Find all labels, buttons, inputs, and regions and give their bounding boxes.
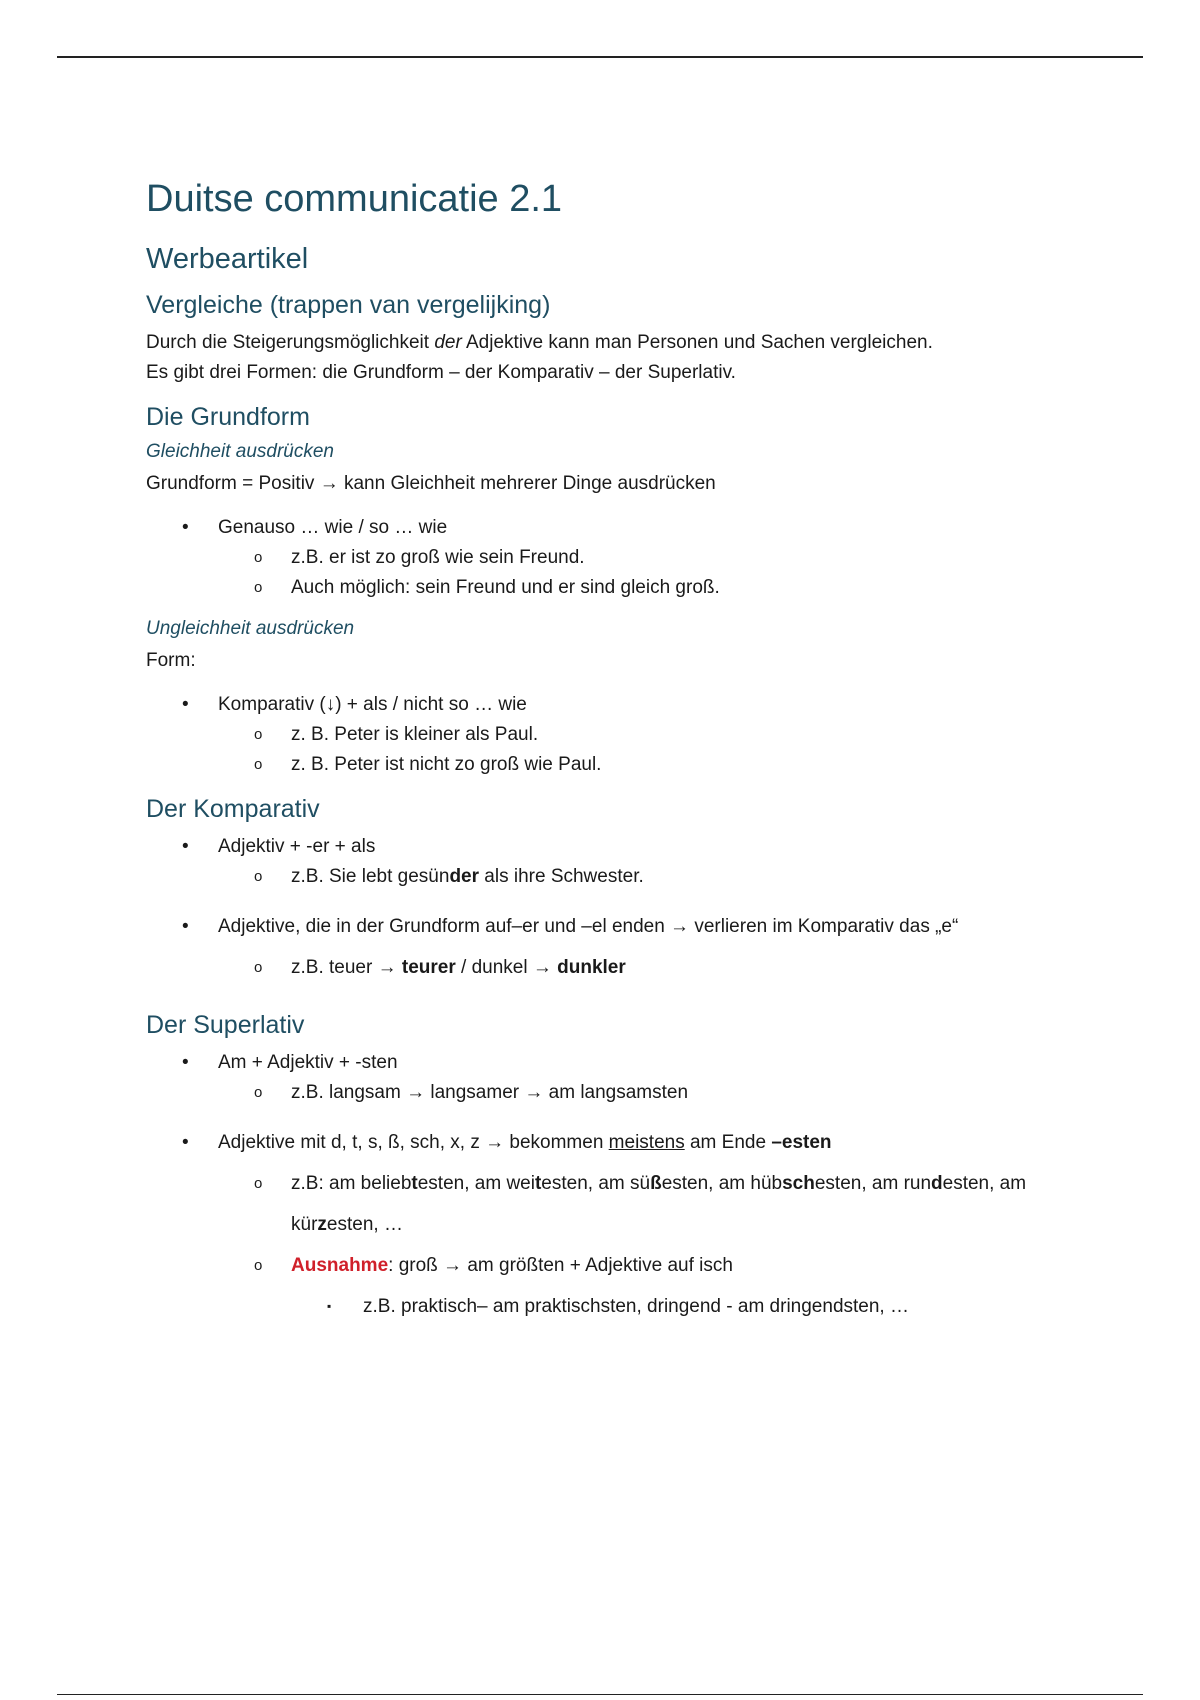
bottom-rule <box>57 1694 1143 1695</box>
list-item: • Adjektive, die in der Grundform auf–er und –el enden → verlieren im Komparativ das „e“ <box>146 906 1066 947</box>
list-item: • Am + Adjektiv + -sten <box>146 1048 1066 1078</box>
circle-bullet-icon: o <box>254 958 263 976</box>
komparativ-list-1 <box>146 832 1066 892</box>
intro-paragraph <box>146 328 1066 388</box>
superlativ-list-1 <box>146 1048 1066 1108</box>
ausnahme-label: Ausnahme <box>291 1254 389 1276</box>
list-item: • Komparativ (↓) + als / nicht so … wie <box>146 690 1066 720</box>
gleichheit-list <box>146 513 1066 603</box>
komparativ-list-2 <box>146 906 1066 988</box>
list-item: o z.B. teuer → teurer / dunkel → dunkler <box>146 947 1066 988</box>
list-item: o Ausnahme: groß → am größten + Adjektive auf isch <box>146 1245 1066 1286</box>
heading-gleichheit: Gleichheit ausdrücken <box>146 441 334 463</box>
bullet-icon: • <box>182 835 189 857</box>
bullet-icon: • <box>182 1131 189 1153</box>
list-item: ▪ z.B. praktisch– am praktischsten, dringend - am dringendsten, … <box>146 1286 1066 1327</box>
list-item: • Genauso … wie / so … wie <box>146 513 1066 543</box>
list-item: • Adjektive mit d, t, s, ß, sch, x, z → bekommen meistens am Ende –esten <box>146 1122 1066 1163</box>
heading-ungleichheit: Ungleichheit ausdrücken <box>146 618 355 640</box>
circle-bullet-icon: o <box>254 1174 263 1192</box>
circle-bullet-icon: o <box>254 755 263 773</box>
list-item: o z. B. Peter ist nicht zo groß wie Paul. <box>146 750 1066 780</box>
list-item: o z. B. Peter is kleiner als Paul. <box>146 720 1066 750</box>
list-item: o Auch möglich: sein Freund und er sind gleich groß. <box>146 573 1066 603</box>
list-item: o z.B. Sie lebt gesünder als ihre Schwester. <box>146 862 1066 892</box>
heading-vergleiche: Vergleiche (trappen van vergelijking) <box>146 291 551 320</box>
superlativ-list-2 <box>146 1122 1066 1327</box>
bullet-icon: • <box>182 915 189 937</box>
circle-bullet-icon: o <box>254 725 263 743</box>
list-item: o z.B. er ist zo groß wie sein Freund. <box>146 543 1066 573</box>
list-item: • Adjektiv + -er + als <box>146 832 1066 862</box>
circle-bullet-icon: o <box>254 549 263 567</box>
list-item: o z.B: am beliebtesten, am weitesten, am süßesten, am hübschesten, am rundesten, am kürzesten, … <box>146 1163 1066 1245</box>
heading-werbeartikel: Werbeartikel <box>146 242 309 275</box>
top-rule <box>57 56 1143 58</box>
document-title: Duitse communicatie 2.1 <box>146 178 563 220</box>
intro-line-1: Durch die Steigerungsmöglichkeit der Adjektive kann man Personen und Sachen vergleichen. <box>146 332 933 354</box>
heading-grundform: Die Grundform <box>146 403 310 432</box>
circle-bullet-icon: o <box>254 579 263 597</box>
gleichheit-text: Grundform = Positiv → kann Gleichheit mehrerer Dinge ausdrücken <box>146 473 716 495</box>
list-item: o z.B. langsam → langsamer → am langsamsten <box>146 1078 1066 1108</box>
document-body <box>146 178 1066 1327</box>
ungleichheit-form-label: Form: <box>146 649 196 671</box>
bullet-icon: • <box>182 517 189 539</box>
intro-line-2: Es gibt drei Formen: die Grundform – der Komparativ – der Superlativ. <box>146 362 736 384</box>
circle-bullet-icon: o <box>254 867 263 885</box>
heading-superlativ: Der Superlativ <box>146 1010 305 1039</box>
heading-komparativ: Der Komparativ <box>146 794 320 823</box>
square-bullet-icon: ▪ <box>327 1298 332 1313</box>
circle-bullet-icon: o <box>254 1256 263 1274</box>
bullet-icon: • <box>182 1051 189 1073</box>
ungleichheit-list <box>146 690 1066 780</box>
bullet-icon: • <box>182 693 189 715</box>
circle-bullet-icon: o <box>254 1083 263 1101</box>
